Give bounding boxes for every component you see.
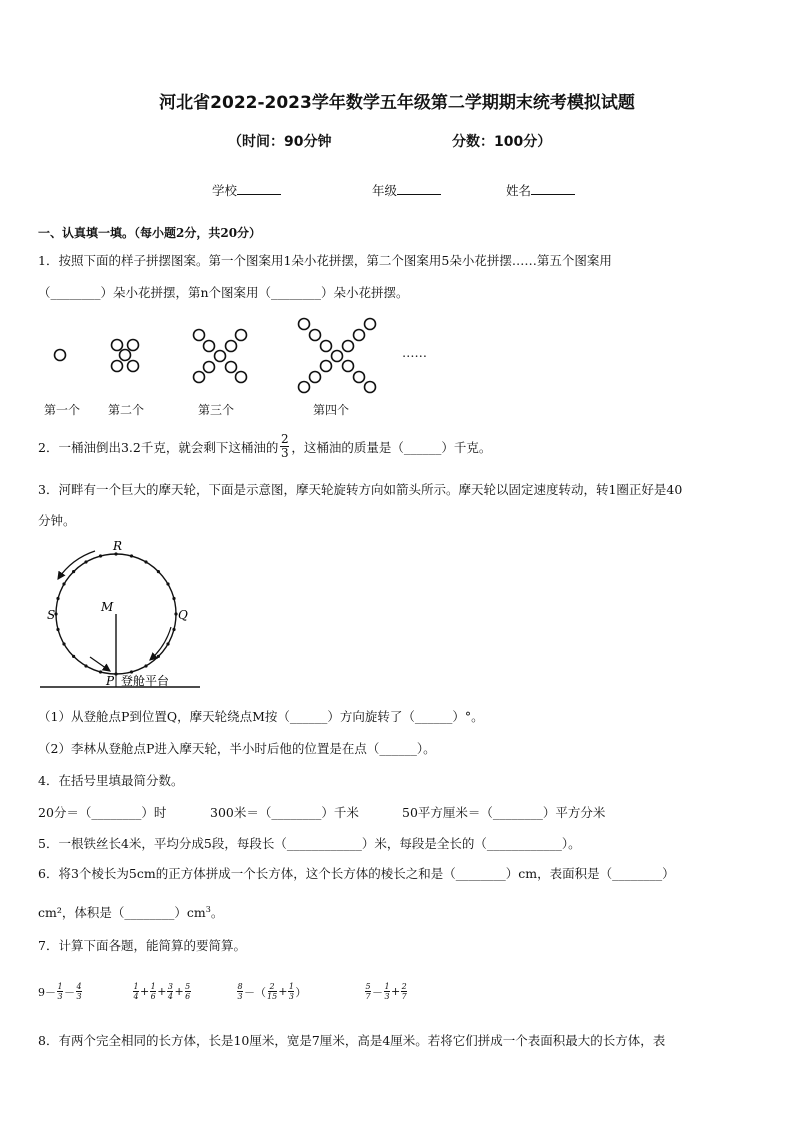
grade-field[interactable] <box>372 181 441 199</box>
question-2-suffix: ，这桶油的质量是（______）千克。 <box>291 439 492 455</box>
calc-expression-3: 8 3 －（ 2 15 + 1 3 ） <box>237 982 307 1001</box>
wheel-cabin-dot <box>130 554 133 557</box>
question-8: 8．有两个完全相同的长方体，长是10厘米，宽是7厘米，高是4厘米。若将它们拼成一个表面积最大的长方体，表 <box>38 1033 666 1048</box>
fraction-two-thirds: $\frac{2}{3}$ <box>281 432 289 460</box>
wheel-cabin-dot <box>144 664 147 667</box>
wheel-cabin-dot <box>172 628 175 631</box>
calc-expression-4: 5 7 － 1 3 + 2 7 <box>365 982 407 1001</box>
score-label: 分数：100分） <box>452 134 552 150</box>
wheel-cabin-dot <box>157 655 160 658</box>
calc-expression-1: 9－ 1 3 － 4 3 <box>38 982 82 1001</box>
question-2-prefix: 2．一桶油倒出3.2千克，就会剩下这桶油的 <box>38 439 279 455</box>
question-6-line2: cm²，体积是$(\_\_\_\_\_\_\_\_)cm^3$。 <box>38 904 224 920</box>
question-4-line1: 4．在括号里填最简分数。 <box>38 773 184 788</box>
question-3-line1: 3．河畔有一个巨大的摩天轮，下面是示意图，摩天轮旋转方向如箭头所示。摩天轮以固定速度转动，转1圈正好是40 <box>38 482 683 497</box>
question-1-line2: （________）朵小花拼摆，第n个图案用（________）朵小花拼摆。 <box>38 285 409 300</box>
wheel-cabin-dot <box>62 642 65 645</box>
wheel-cabin-dot <box>84 664 87 667</box>
question-4-c: 50平方厘米＝（________）平方分米 <box>402 805 606 820</box>
pattern-label-3: 第三个 <box>198 403 235 417</box>
point-s-label: S <box>47 608 56 622</box>
grade-label: 年级 <box>372 183 398 198</box>
question-3-sub2: （2）李林从登舱点P进入摩天轮，半小时后他的位置是在点（______）。 <box>38 741 436 756</box>
platform-label: 登舱平台 <box>121 674 170 688</box>
pattern-label-1: 第一个 <box>44 403 81 417</box>
pattern-label-4: 第四个 <box>313 403 350 417</box>
time-label: （时间：90分钟 <box>228 134 332 150</box>
wheel-cabin-dot <box>56 597 59 600</box>
wheel-cabin-dot <box>166 582 169 585</box>
point-p-label: P <box>106 674 115 688</box>
question-3-sub1: （1）从登舱点P到位置Q，摩天轮绕点M按（______）方向旋转了（______）°。 <box>38 709 484 724</box>
question-6-line1: 6．将3个棱长为5cm的正方体拼成一个长方体，这个长方体的棱长之和是（________）cm，表面积是（________） <box>38 866 675 881</box>
name-label: 姓名 <box>506 183 532 198</box>
question-2 <box>38 433 491 460</box>
section-heading: 一、认真填一填。（每小题2分，共20分） <box>38 226 262 240</box>
pattern-label-2: 第二个 <box>108 403 145 417</box>
question-4-a: 20分＝（________）时 <box>38 805 167 820</box>
wheel-cabin-dot <box>62 582 65 585</box>
school-field[interactable] <box>212 181 281 199</box>
question-7-line1: 7．计算下面各题，能简算的要简算。 <box>38 938 246 953</box>
point-m-label: M <box>101 600 114 614</box>
wheel-cabin-dot <box>144 560 147 563</box>
wheel-cabin-dot <box>99 670 102 673</box>
point-q-label: Q <box>178 608 188 622</box>
rotation-arrow-top <box>58 551 95 579</box>
wheel-cabin-dot <box>72 655 75 658</box>
wheel-cabin-dot <box>84 560 87 563</box>
wheel-cabin-dot <box>72 570 75 573</box>
wheel-cabin-dot <box>56 628 59 631</box>
name-field[interactable] <box>506 181 575 199</box>
wheel-cabin-dot <box>166 642 169 645</box>
pattern-ellipsis: …… <box>402 345 427 360</box>
point-r-label: R <box>113 539 123 553</box>
wheel-cabin-dot <box>157 570 160 573</box>
question-3-line2: 分钟。 <box>38 513 76 528</box>
ferris-wheel-diagram <box>0 535 260 695</box>
question-4-b: 300米＝（________）千米 <box>210 805 359 820</box>
page-title: 河北省2022-2023学年数学五年级第二学期期末统考模拟试题 <box>159 93 635 113</box>
school-label: 学校 <box>212 183 238 198</box>
question-5: 5．一根铁丝长4米，平均分成5段，每段长（____________）米，每段是全长的（____________）。 <box>38 836 581 851</box>
wheel-cabin-dot <box>172 597 175 600</box>
calc-expression-2: 1 4 + 1 6 + 3 4 + 5 6 <box>133 982 191 1001</box>
wheel-cabin-dot <box>99 554 102 557</box>
question-1-line1: 1．按照下面的样子拼摆图案。第一个图案用1朵小花拼摆，第二个图案用5朵小花拼摆……第五个图案用 <box>38 253 612 268</box>
